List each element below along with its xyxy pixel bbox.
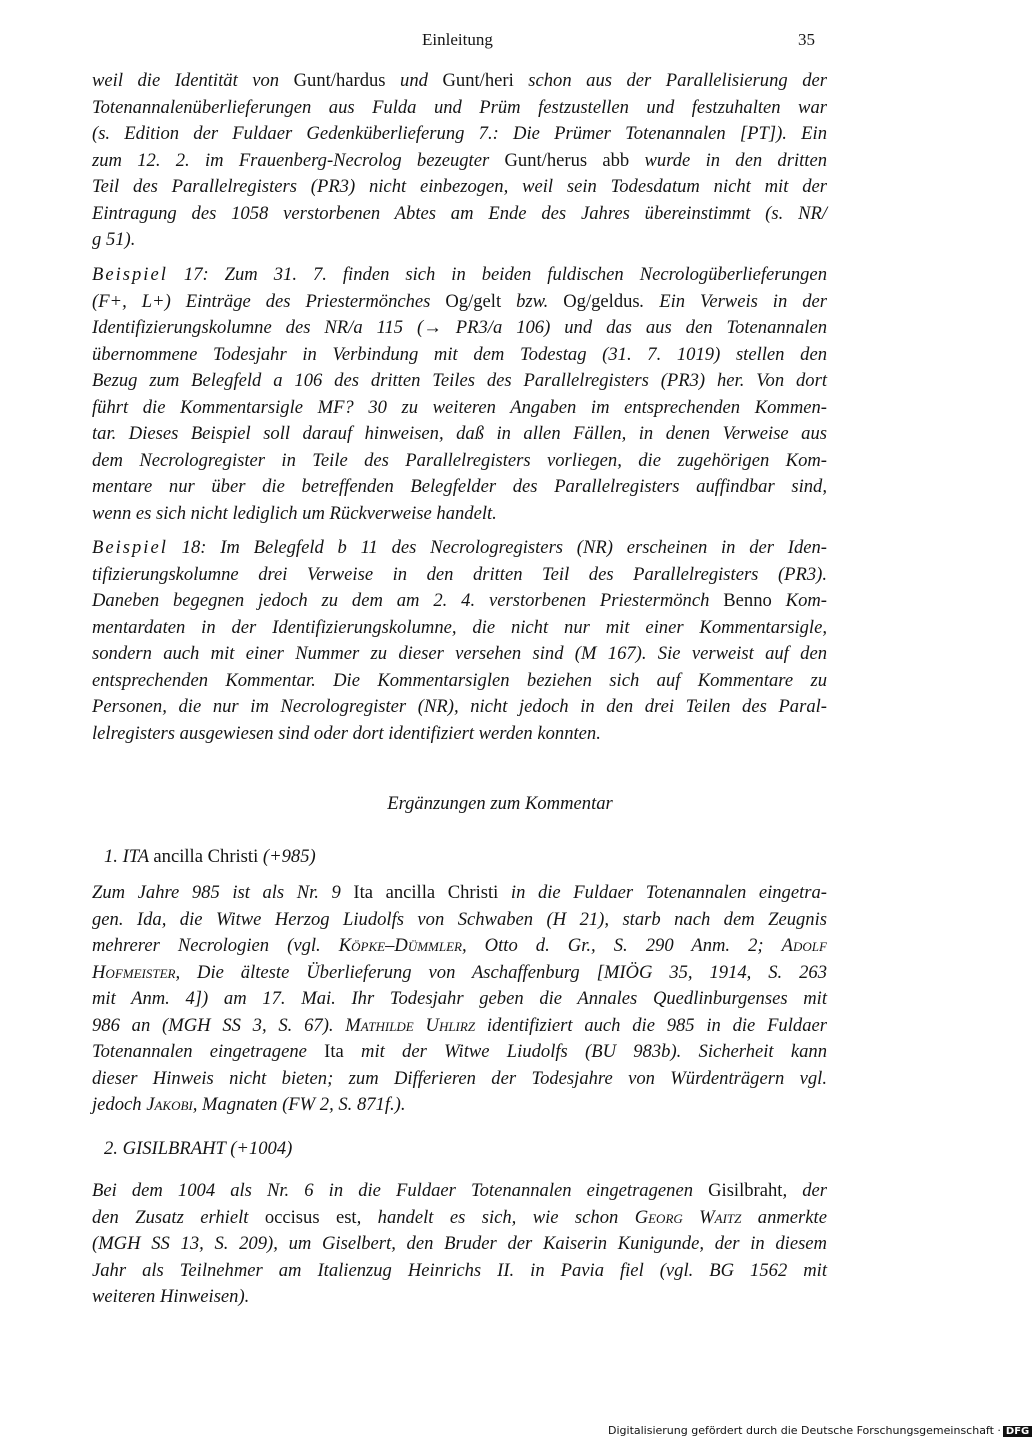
text-line: Jahr als Teilnehmer am Italienzug Heinrichs II. in Pavia fiel (vgl. BG 1562 mit <box>92 1259 827 1281</box>
footer-text: Digitalisierung gefördert durch die Deutsche Forschungsgemeinschaft · <box>608 1424 1001 1437</box>
text-line: Bezug zum Belegfeld a 106 des dritten Teiles des Parallelregisters (PR3) her. Von dort <box>92 370 827 391</box>
text-line: weil die Identität von Gunt/hardus und Gunt/heri schon aus der Parallelisierung der <box>92 70 827 91</box>
paragraph-identity <box>92 68 827 254</box>
text-line: Daneben begegnen jedoch zu dem am 2. 4. verstorbenen Priestermönch Benno Kom- <box>92 590 827 611</box>
text-line: (s. Edition der Fuldaer Gedenküberlieferung 7.: Die Prümer Totenannalen [PT]). Ein <box>92 123 827 144</box>
entry-heading-ita: 1. ITA ancilla Christi (+985) <box>104 846 316 867</box>
text-line: Bei dem 1004 als Nr. 6 in die Fuldaer Totenannalen eingetragenen Gisilbraht, der <box>92 1180 827 1201</box>
text-line: g 51). <box>92 229 136 250</box>
text-line: den Zusatz erhielt occisus est, handelt es sich, wie schon Georg Waitz anmerkte <box>92 1206 827 1228</box>
text-line: dieser Hinweis nicht bieten; zum Differieren der Todesjahre von Würdenträgern vgl. <box>92 1067 827 1089</box>
text-line: entsprechenden Kommentar. Die Kommentarsiglen beziehen sich auf Kommentare zu <box>92 669 827 691</box>
text-line: übernommene Todesjahr in Verbindung mit dem Todestag (31. 7. 1019) stellen den <box>92 343 827 365</box>
text-line: mehrerer Necrologien (vgl. Köpke–Dümmler, Otto d. Gr., S. 290 Anm. 2; Adolf <box>92 935 827 956</box>
text-line: tar. Dieses Beispiel soll darauf hinweisen, daß in allen Fällen, in denen Verweise aus <box>92 423 827 444</box>
paragraph-example-18 <box>92 535 827 747</box>
text-line: wenn es sich nicht lediglich um Rückverweise handelt. <box>92 502 497 524</box>
text-line: Eintragung des 1058 verstorbenen Abtes am Ende des Jahres übereinstimmt (s. NR/ <box>92 202 827 224</box>
text-line: Beispiel 18: Im Belegfeld b 11 des Necrologregisters (NR) erscheinen in der Iden- <box>92 537 827 558</box>
text-line: sondern auch mit einer Nummer zu dieser versehen sind (M 167). Sie verweist auf den <box>92 643 827 664</box>
text-line: weiteren Hinweisen). <box>92 1286 250 1307</box>
text-line: jedoch Jakobi, Magnaten (FW 2, S. 871f.). <box>92 1094 406 1115</box>
dfg-logo: DFG <box>1003 1426 1032 1437</box>
running-title: Einleitung <box>422 30 493 49</box>
text-line: zum 12. 2. im Frauenberg-Necrolog bezeugter Gunt/herus abb wurde in den dritten <box>92 149 827 171</box>
text-line: Hofmeister, Die älteste Überlieferung von Aschaffenburg [MIÖG 35, 1914, S. 263 <box>92 961 827 983</box>
text-line: mit Anm. 4]) am 17. Mai. Ihr Todesjahr geben die Annales Quedlinburgenses mit <box>92 988 827 1009</box>
text-line: mentare nur über die betreffenden Belegfelder des Parallelregisters auffindbar sind, <box>92 476 827 497</box>
entry-body-gisilbraht <box>92 1178 827 1311</box>
text-line: führt die Kommentarsigle MF? 30 zu weiteren Angaben im entsprechenden Kommen- <box>92 396 827 418</box>
text-line: Teil des Parallelregisters (PR3) nicht einbezogen, weil sein Todesdatum nicht mit der <box>92 176 827 197</box>
entry-body-ita <box>92 880 827 1119</box>
text-line: 986 an (MGH SS 3, S. 67). Mathilde Uhlirz identifiziert auch die 985 in die Fuldaer <box>92 1014 827 1036</box>
text-line: Personen, die nur im Necrologregister (NR), nicht jedoch in den drei Teilen des Paral- <box>92 696 827 717</box>
paragraph-example-17 <box>92 262 827 527</box>
text-line: dem Necrologregister in Teile des Parallelregisters vorliegen, die zugehörigen Kom- <box>92 449 827 471</box>
page-number: 35 <box>798 30 815 49</box>
entry-heading-gisilbraht: 2. GISILBRAHT (+1004) <box>104 1138 293 1159</box>
text-line: Totenannalenüberlieferungen aus Fulda und Prüm festzustellen und festzuhalten war <box>92 96 827 118</box>
text-line: gen. Ida, die Witwe Herzog Liudolfs von Schwaben (H 21), starb nach dem Zeugnis <box>92 908 827 930</box>
text-line: lelregisters ausgewiesen sind oder dort identifiziert werden konnten. <box>92 722 601 744</box>
text-line: Identifizierungskolumne des NR/a 115 (→ PR3/a 106) und das aus den Totenannalen <box>92 317 827 338</box>
text-line: Totenannalen eingetragene Ita mit der Witwe Liudolfs (BU 983b). Sicherheit kann <box>92 1041 827 1062</box>
text-line: mentardaten in der Identifizierungskolumne, die nicht nur mit einer Kommentarsigle, <box>92 616 827 638</box>
text-line: (F+, L+) Einträge des Priestermönches Og/gelt bzw. Og/geldus. Ein Verweis in der <box>92 290 828 312</box>
running-header <box>0 30 1000 60</box>
footer-credit <box>608 1424 1032 1437</box>
text-line: (MGH SS 13, S. 209), um Giselbert, den Bruder der Kaiserin Kunigunde, der in diesem <box>92 1233 827 1254</box>
text-line: Zum Jahre 985 ist als Nr. 9 Ita ancilla Christi in die Fuldaer Totenannalen eingetra- <box>92 882 827 903</box>
section-heading: Ergänzungen zum Kommentar <box>387 793 613 814</box>
text-line: tifizierungskolumne drei Verweise in den dritten Teil des Parallelregisters (PR3). <box>92 563 827 585</box>
text-line: Beispiel 17: Zum 31. 7. finden sich in beiden fuldischen Necrologüberlieferungen <box>92 264 827 285</box>
